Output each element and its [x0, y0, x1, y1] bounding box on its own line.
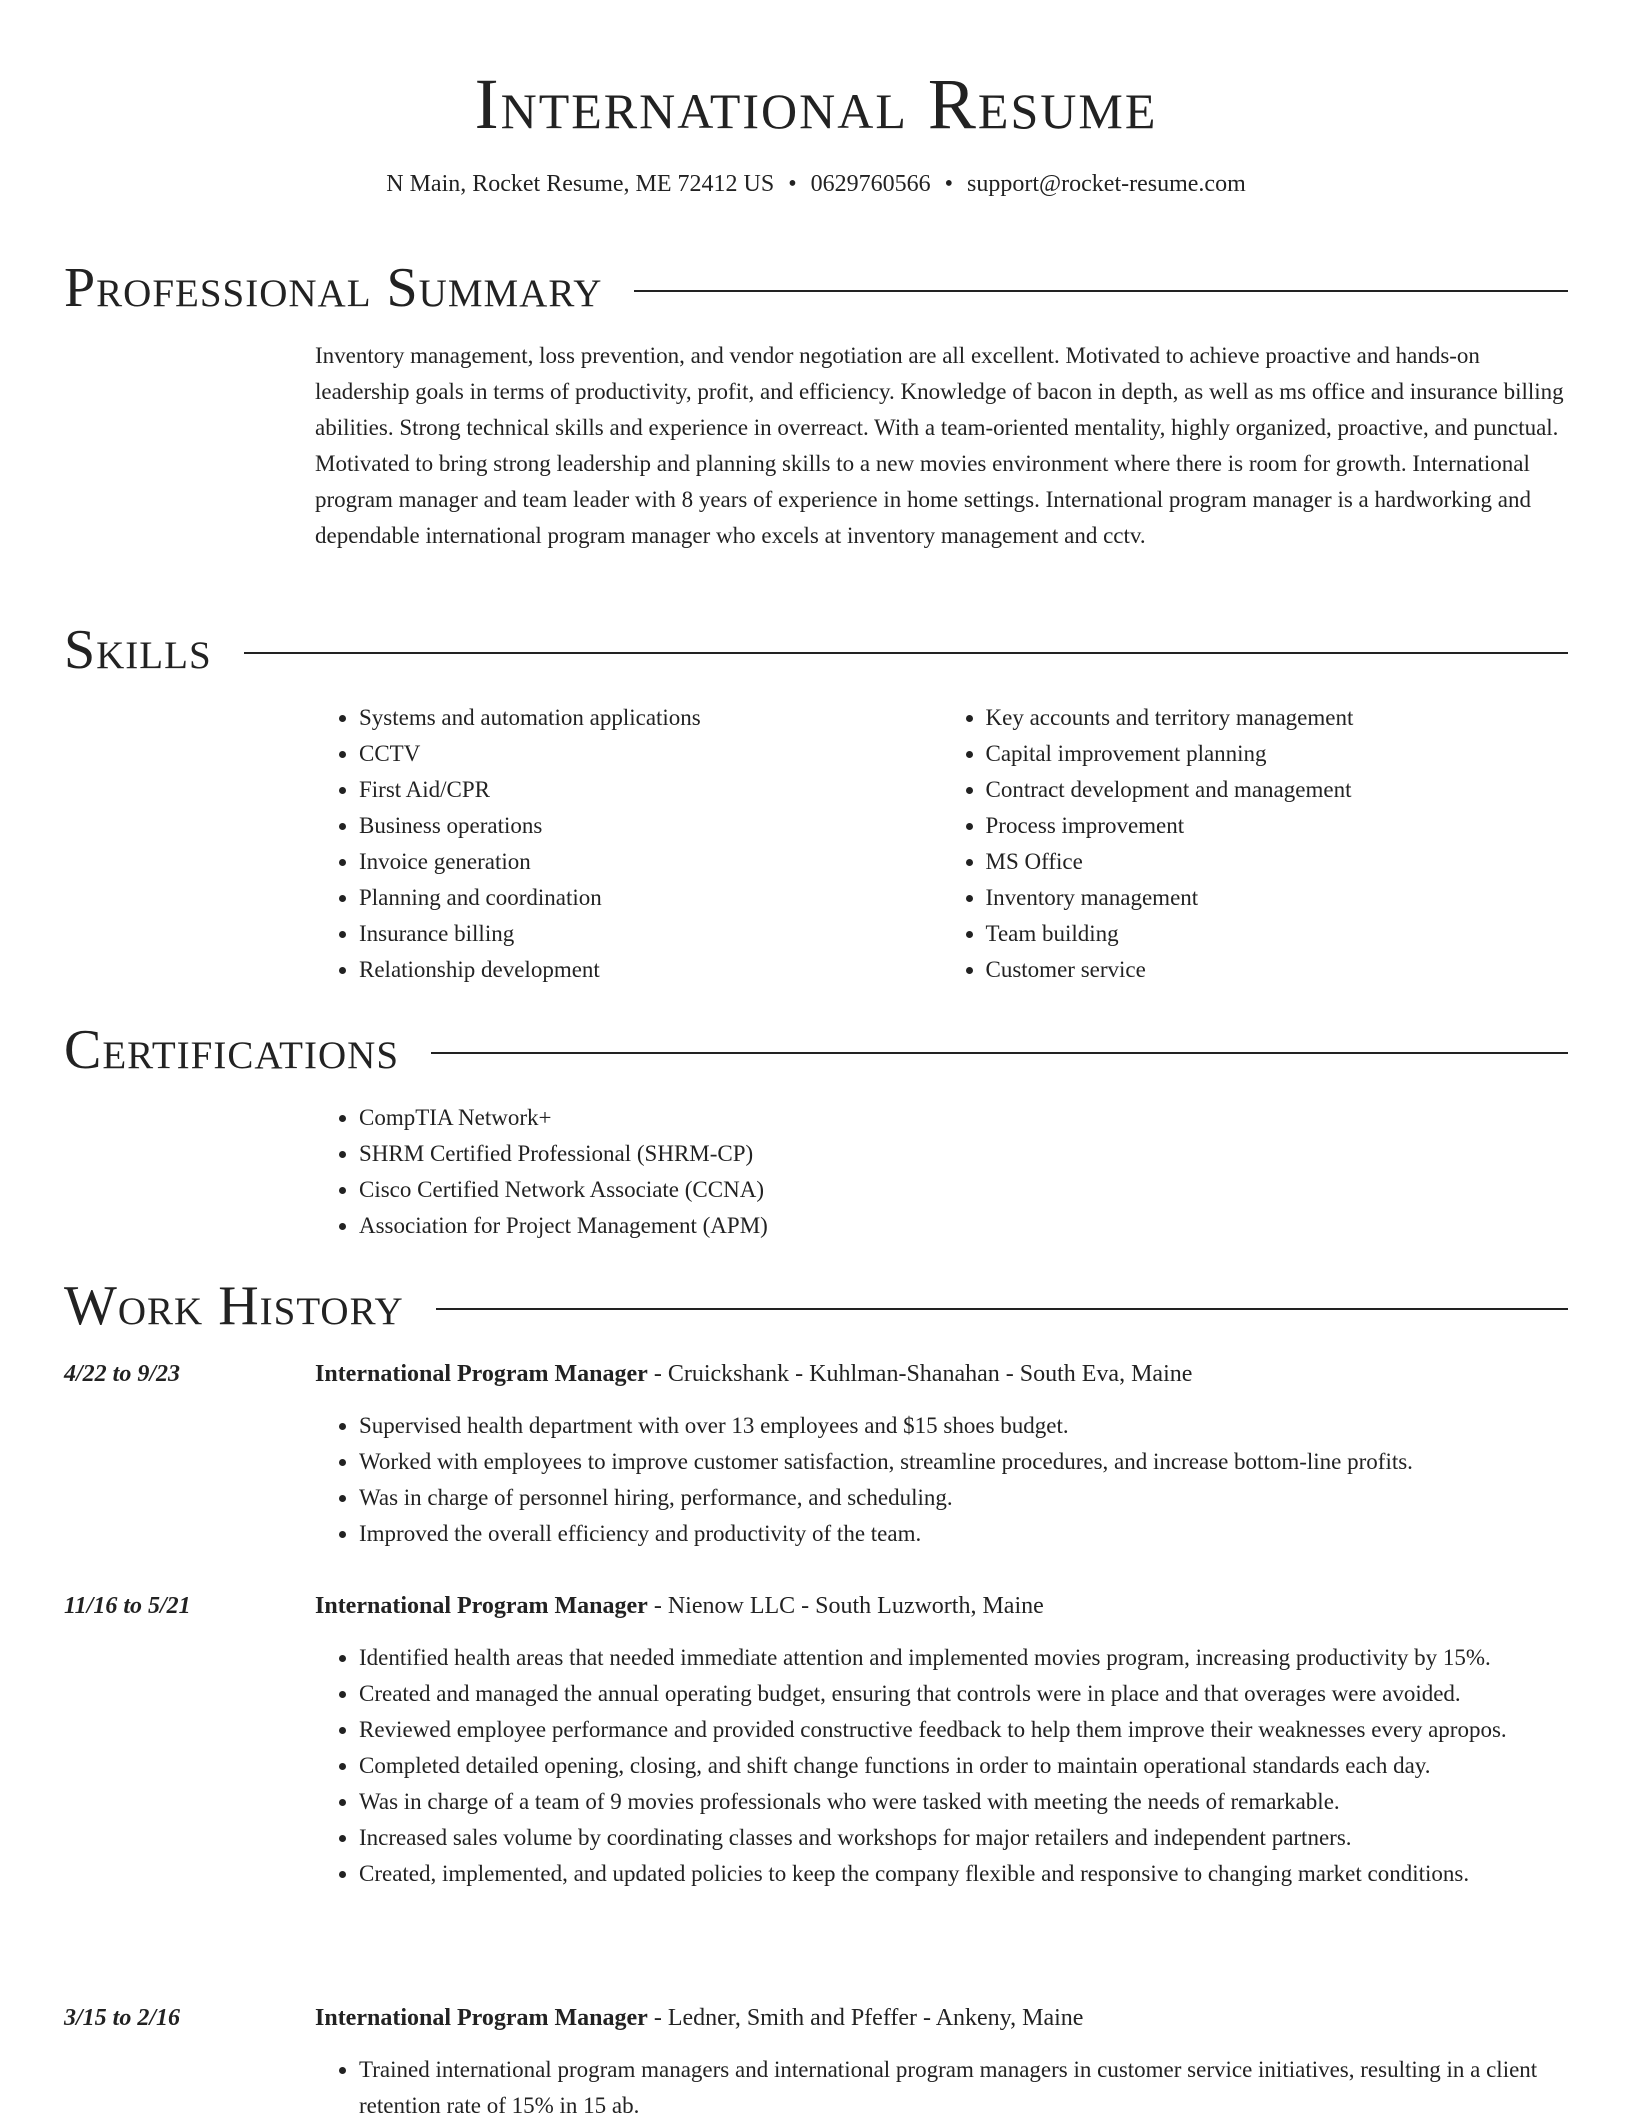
job-bullet: • Trained international program managers and international program managers in customer service initiatives, resulting in a client retention rate of 15% in 15 ab.: [359, 2052, 1612, 2124]
skills-list-left: [315, 700, 942, 988]
work-section-header: [64, 1274, 1568, 1338]
job-bullet: • Worked with employees to improve customer satisfaction, streamline procedures, and increase bottom-line profits.: [359, 1444, 1612, 1480]
contact-separator: •: [788, 171, 797, 197]
skill-item: • Inventory management: [986, 880, 1569, 916]
job-title-line: [315, 2000, 1083, 2036]
skill-item: • Insurance billing: [359, 916, 942, 952]
job-bullet-list: [315, 1640, 1612, 1892]
job-bullet-list: [315, 1408, 1612, 1552]
job-company: - Cruickshank - Kuhlman-Shanahan - South Eva, Maine: [647, 1361, 1193, 1387]
skill-item: • Systems and automation applications: [359, 700, 942, 736]
skill-item: • MS Office: [986, 844, 1569, 880]
certification-item: • Cisco Certified Network Associate (CCNA): [359, 1172, 1568, 1208]
contact-address: N Main, Rocket Resume, ME 72412 US: [386, 171, 775, 197]
section-divider: [431, 1052, 1568, 1054]
job-bullet: • Created and managed the annual operating budget, ensuring that controls were in place and that overages were avoided.: [359, 1676, 1612, 1712]
skill-item: • Contract development and management: [986, 772, 1569, 808]
certifications-section-header: [64, 1018, 1568, 1082]
skill-item: • Key accounts and territory management: [986, 700, 1569, 736]
job-bullet: • Identified health areas that needed immediate attention and implemented movies program, increasing productivity by 15%.: [359, 1640, 1612, 1676]
job-bullet: • Supervised health department with over 13 employees and $15 shoes budget.: [359, 1408, 1612, 1444]
skill-item: • Relationship development: [359, 952, 942, 988]
skills-list-right: [942, 700, 1569, 988]
summary-body: [315, 338, 1568, 554]
skills-body: [315, 700, 1568, 988]
contact-phone: 0629760566: [810, 171, 931, 197]
skill-item: • Business operations: [359, 808, 942, 844]
job-company: - Ledner, Smith and Pfeffer - Ankeny, Maine: [647, 2005, 1084, 2031]
summary-section-header: [64, 256, 1568, 320]
job-bullet: • Completed detailed opening, closing, and shift change functions in order to maintain operational standards each day.: [359, 1748, 1612, 1784]
certifications-list: [315, 1100, 1568, 1244]
contact-email: support@rocket-resume.com: [967, 171, 1246, 197]
skill-item: • Planning and coordination: [359, 880, 942, 916]
contact-separator: •: [944, 171, 954, 197]
job-bullet: • Reviewed employee performance and provided constructive feedback to help them improve their weaknesses every apropos.: [359, 1712, 1612, 1748]
job-title: International Program Manager: [315, 1361, 648, 1387]
job-company: - Nienow LLC - South Luzworth, Maine: [647, 1593, 1044, 1619]
job-title: International Program Manager: [315, 2005, 648, 2031]
certification-item: • Association for Project Management (APM): [359, 1208, 1568, 1244]
section-divider: [436, 1308, 1568, 1310]
skill-item: • Customer service: [986, 952, 1569, 988]
job-dates: 4/22 to 9/23: [64, 1361, 181, 1387]
skill-item: • Team building: [986, 916, 1569, 952]
certifications-heading: Certifications: [64, 1019, 400, 1081]
job-dates: 3/15 to 2/16: [64, 2005, 181, 2031]
job-title-line: [315, 1588, 1044, 1624]
skills-section-header: [64, 618, 1568, 682]
job-bullet: • Increased sales volume by coordinating classes and workshops for major retailers and independent partners.: [359, 1820, 1612, 1856]
certification-item: • CompTIA Network+: [359, 1100, 1568, 1136]
skill-item: • Process improvement: [986, 808, 1569, 844]
resume-name: International Resume: [474, 64, 1158, 144]
section-divider: [634, 290, 1568, 292]
section-divider: [244, 652, 1568, 654]
skill-item: • CCTV: [359, 736, 942, 772]
work-heading: Work History: [64, 1275, 404, 1337]
job-dates: 11/16 to 5/21: [64, 1593, 191, 1619]
job-bullet: • Was in charge of personnel hiring, performance, and scheduling.: [359, 1480, 1612, 1516]
contact-line: [64, 168, 1568, 200]
summary-text: Inventory management, loss prevention, and vendor negotiation are all excellent. Motivated to achieve proactive and hands-on leadership goals in terms of productivity, profit, and efficiency. Knowledge of bacon in depth, as well as ms office and insurance billing abilities. Strong technical skills and experience in overreact. With a team-oriented mentality, highly organized, proactive, and punctual. Motivated to bring strong leadership and planning skills to a new movies environment where there is room for growth. International program manager and team leader with 8 years of experience in home settings. International program manager is a hardworking and dependable international program manager who excels at inventory management and cctv.: [315, 343, 1564, 548]
skills-heading: Skills: [64, 619, 212, 681]
certification-item: • SHRM Certified Professional (SHRM-CP): [359, 1136, 1568, 1172]
skill-item: • First Aid/CPR: [359, 772, 942, 808]
job-bullet: • Created, implemented, and updated policies to keep the company flexible and responsive to changing market conditions.: [359, 1856, 1612, 1892]
job-bullet-list: [315, 2052, 1612, 2124]
job-bullet: • Improved the overall efficiency and productivity of the team.: [359, 1516, 1612, 1552]
job-title-line: [315, 1356, 1192, 1392]
certifications-body: [315, 1100, 1568, 1244]
resume-page: [64, 0, 1568, 2118]
skill-item: • Capital improvement planning: [986, 736, 1569, 772]
summary-heading: Professional Summary: [64, 257, 603, 319]
job-title: International Program Manager: [315, 1593, 648, 1619]
job-bullet: • Was in charge of a team of 9 movies professionals who were tasked with meeting the needs of remarkable.: [359, 1784, 1612, 1820]
skill-item: • Invoice generation: [359, 844, 942, 880]
